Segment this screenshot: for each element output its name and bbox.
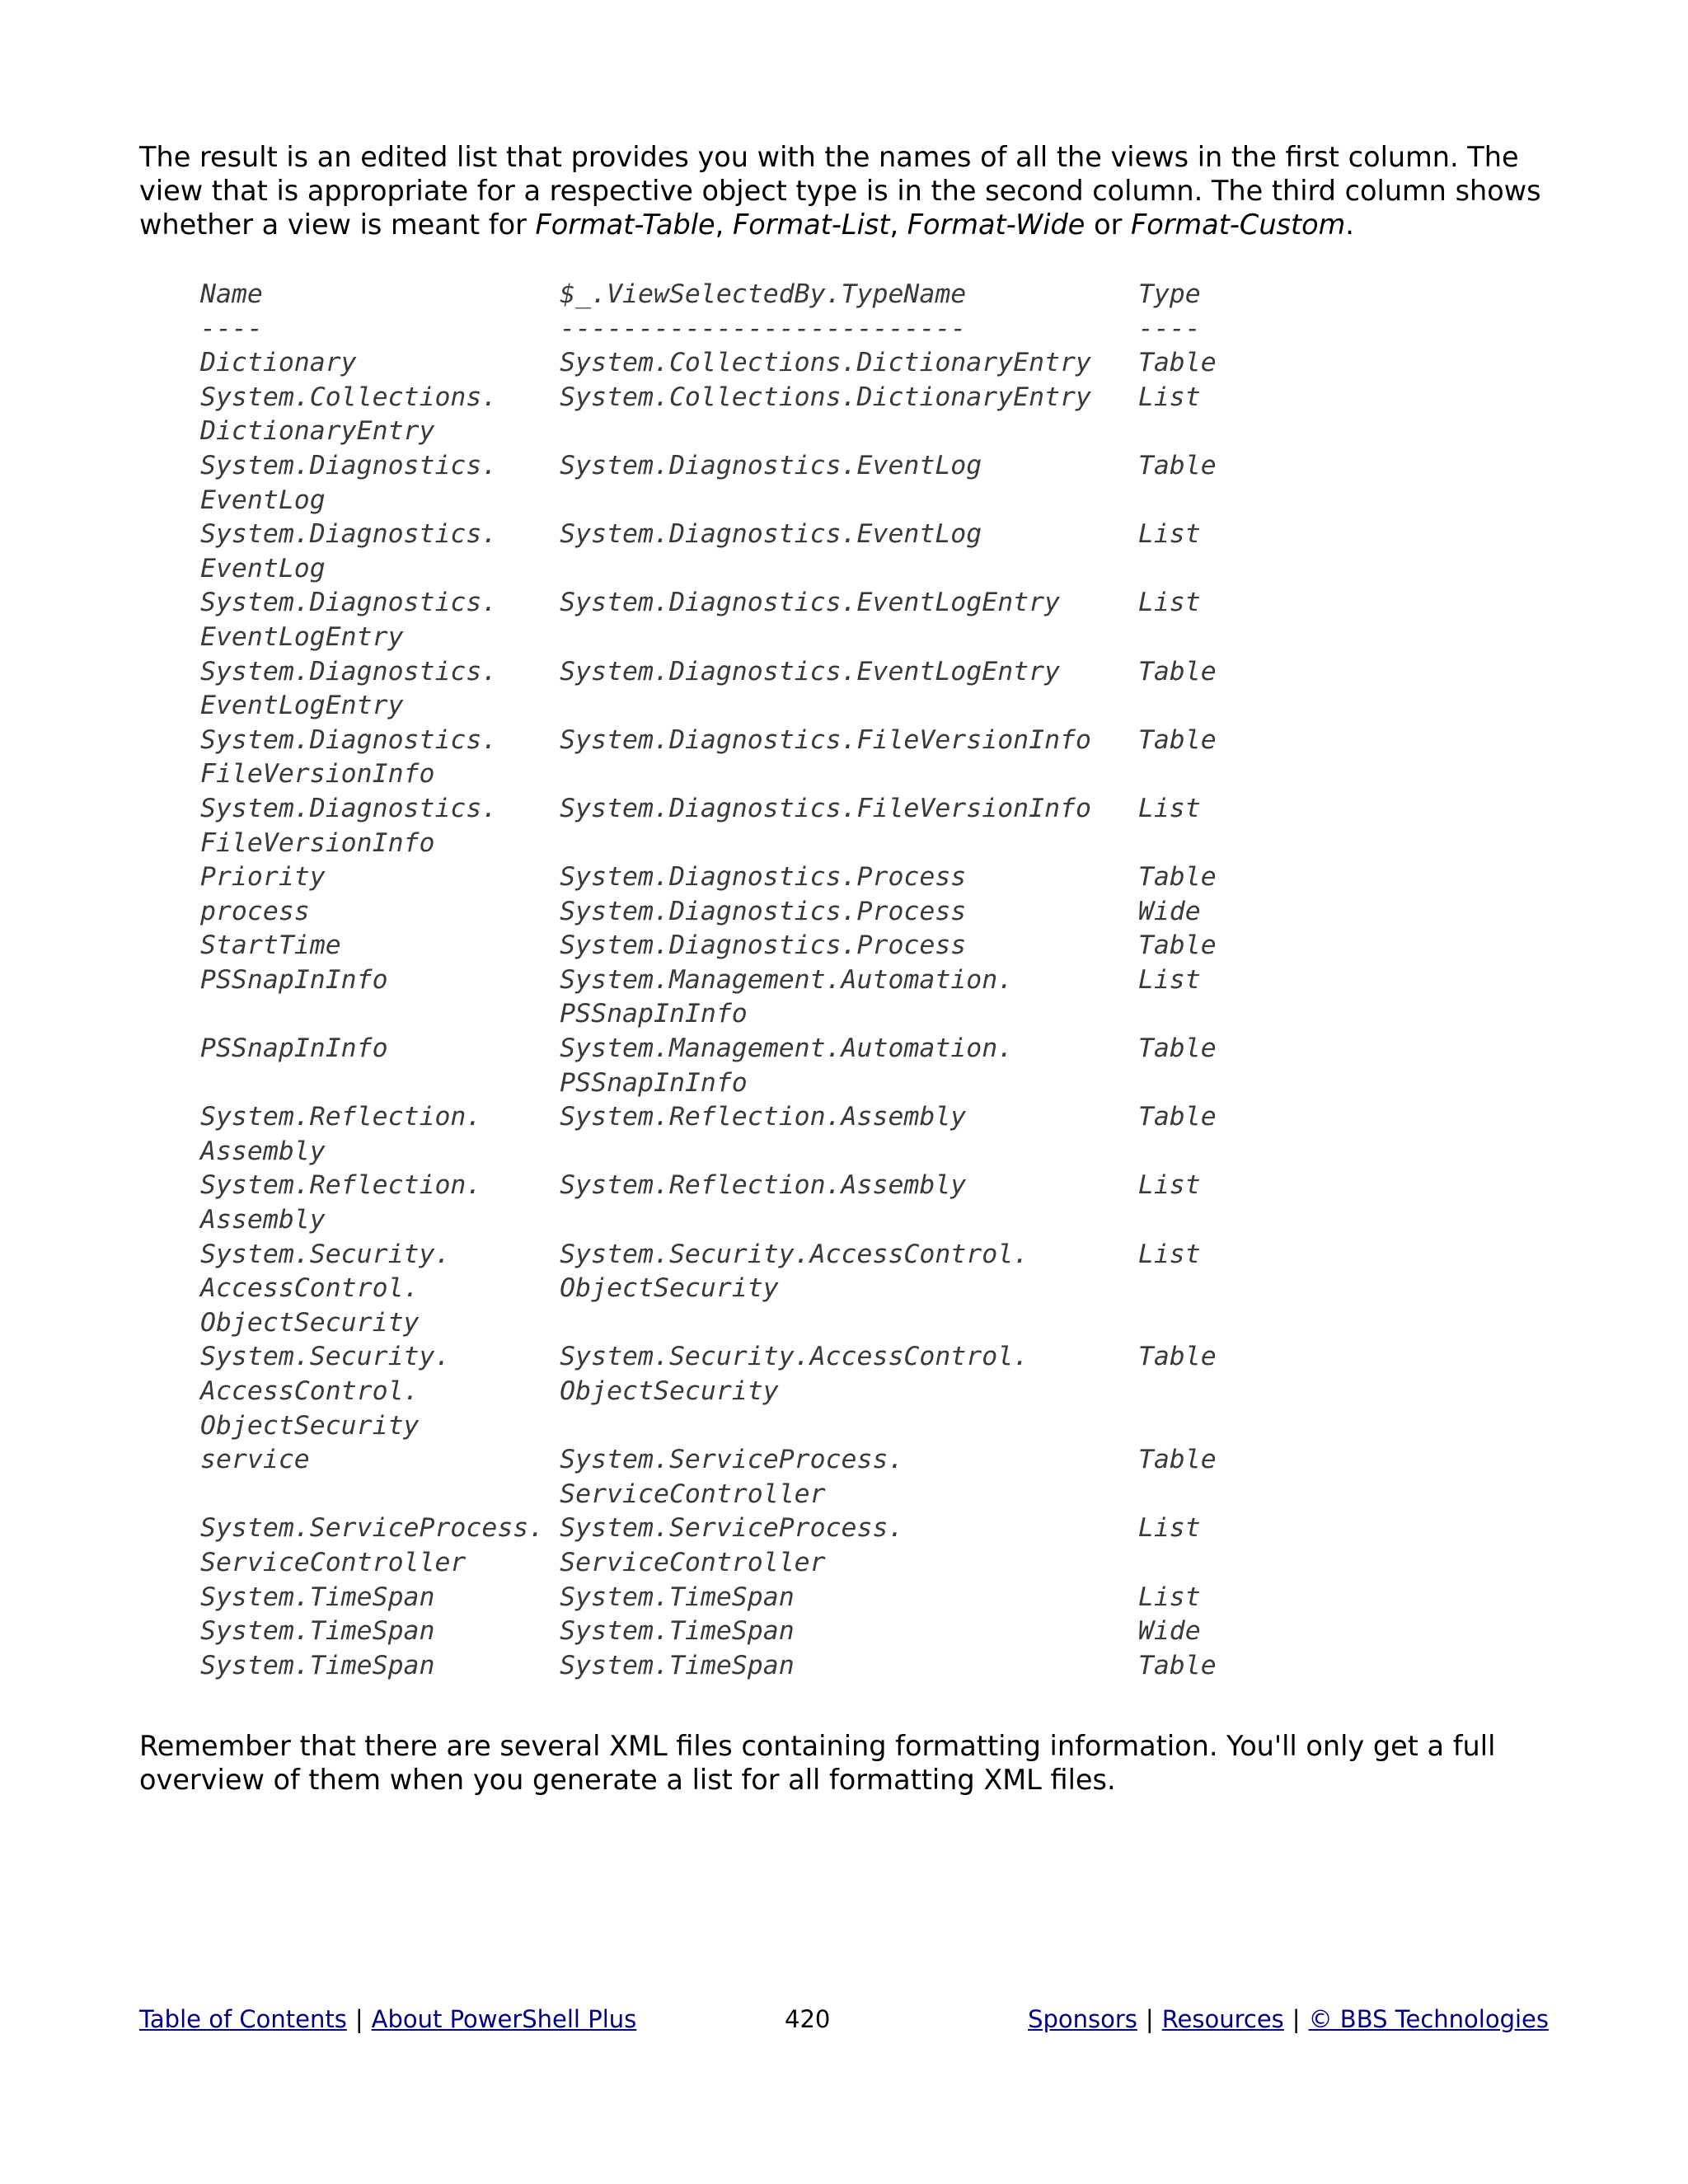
code-line: System.Diagnostics. System.Diagnostics.EventLog List	[200, 519, 1201, 550]
footer-separator: |	[1292, 2005, 1301, 2033]
footer-right-links	[1028, 2005, 1549, 2033]
page-footer	[139, 2005, 1549, 2041]
code-line: ServiceController	[200, 1479, 826, 1509]
code-line: service System.ServiceProcess. Table	[200, 1445, 1217, 1475]
code-line: AccessControl. ObjectSecurity	[200, 1273, 779, 1304]
code-line: PSSnapInInfo System.Management.Automation. List	[200, 964, 1201, 995]
intro-period: .	[1345, 209, 1354, 241]
code-line: Assembly	[200, 1136, 326, 1166]
code-line: System.Diagnostics. System.Diagnostics.EventLog Table	[200, 450, 1217, 480]
code-line: System.Diagnostics. System.Diagnostics.EventLogEntry List	[200, 588, 1201, 618]
sponsors-link[interactable]: Sponsors	[1028, 2005, 1137, 2033]
code-line: process System.Diagnostics.Process Wide	[200, 896, 1201, 926]
code-line: PSSnapInInfo System.Management.Automation. Table	[200, 1033, 1217, 1064]
intro-comma-2: ,	[889, 209, 907, 241]
format-list-term: Format-List	[732, 209, 890, 241]
intro-or: or	[1085, 209, 1131, 241]
code-line: System.Diagnostics. System.Diagnostics.FileVersionInfo List	[200, 793, 1201, 823]
code-line: System.Collections. System.Collections.DictionaryEntry List	[200, 382, 1201, 412]
code-line: System.TimeSpan System.TimeSpan Table	[200, 1650, 1217, 1680]
code-line: Priority System.Diagnostics.Process Table	[200, 862, 1217, 893]
code-line: EventLog	[200, 553, 326, 583]
format-custom-term: Format-Custom	[1131, 209, 1346, 241]
code-line: PSSnapInInfo	[200, 999, 748, 1029]
code-line: EventLogEntry	[200, 691, 404, 721]
footer-left-links	[139, 2005, 636, 2033]
code-line: System.TimeSpan System.TimeSpan Wide	[200, 1616, 1201, 1647]
bbs-technologies-link[interactable]: © BBS Technologies	[1308, 2005, 1549, 2033]
code-line: Dictionary System.Collections.DictionaryEntry Table	[200, 348, 1217, 378]
code-line: ObjectSecurity	[200, 1307, 420, 1338]
code-line: Name $_.ViewSelectedBy.TypeName Type	[200, 279, 1201, 309]
code-line: StartTime System.Diagnostics.Process Table	[200, 930, 1217, 961]
code-output-block	[200, 278, 1601, 1683]
code-line: System.Reflection. System.Reflection.Assembly List	[200, 1170, 1201, 1201]
code-line: System.Security. System.Security.AccessControl. List	[200, 1239, 1201, 1269]
code-line: System.Diagnostics. System.Diagnostics.FileVersionInfo Table	[200, 724, 1217, 755]
page-number: 420	[785, 2005, 831, 2033]
code-line: EventLogEntry	[200, 621, 404, 652]
intro-text: The result is an edited list that provides you with the names of all the views in the first column. The view that is appropriate for a respective object type is in the second column. The third column shows whether a view is meant for	[139, 141, 1541, 241]
code-line: EventLog	[200, 485, 326, 515]
table-of-contents-link[interactable]: Table of Contents	[139, 2005, 347, 2033]
code-line: DictionaryEntry	[200, 416, 435, 447]
code-line: ---- -------------------------- ----	[200, 313, 1201, 344]
resources-link[interactable]: Resources	[1161, 2005, 1284, 2033]
code-line: PSSnapInInfo	[200, 1067, 748, 1098]
code-line: System.Diagnostics. System.Diagnostics.EventLogEntry Table	[200, 656, 1217, 687]
about-powershell-plus-link[interactable]: About PowerShell Plus	[371, 2005, 637, 2033]
code-line: FileVersionInfo	[200, 759, 435, 790]
code-line: System.Security. System.Security.AccessControl. Table	[200, 1342, 1217, 1372]
code-line: System.TimeSpan System.TimeSpan List	[200, 1582, 1201, 1612]
code-line: FileVersionInfo	[200, 827, 435, 858]
code-line: System.ServiceProcess. System.ServiceProcess. List	[200, 1513, 1201, 1544]
code-line: Assembly	[200, 1205, 326, 1235]
outro-paragraph: Remember that there are several XML files containing formatting information. You'll only get a full overview of them when you generate a list for all formatting XML files.	[139, 1730, 1496, 1796]
code-line: ServiceController ServiceController	[200, 1547, 826, 1577]
format-table-term: Format-Table	[535, 209, 715, 241]
footer-separator: |	[354, 2005, 363, 2033]
footer-separator: |	[1145, 2005, 1154, 2033]
intro-paragraph	[139, 140, 1557, 241]
format-wide-term: Format-Wide	[907, 209, 1085, 241]
intro-comma-1: ,	[715, 209, 733, 241]
code-line: AccessControl. ObjectSecurity	[200, 1376, 779, 1406]
code-line: System.Reflection. System.Reflection.Assembly Table	[200, 1102, 1217, 1132]
code-line: ObjectSecurity	[200, 1410, 420, 1441]
